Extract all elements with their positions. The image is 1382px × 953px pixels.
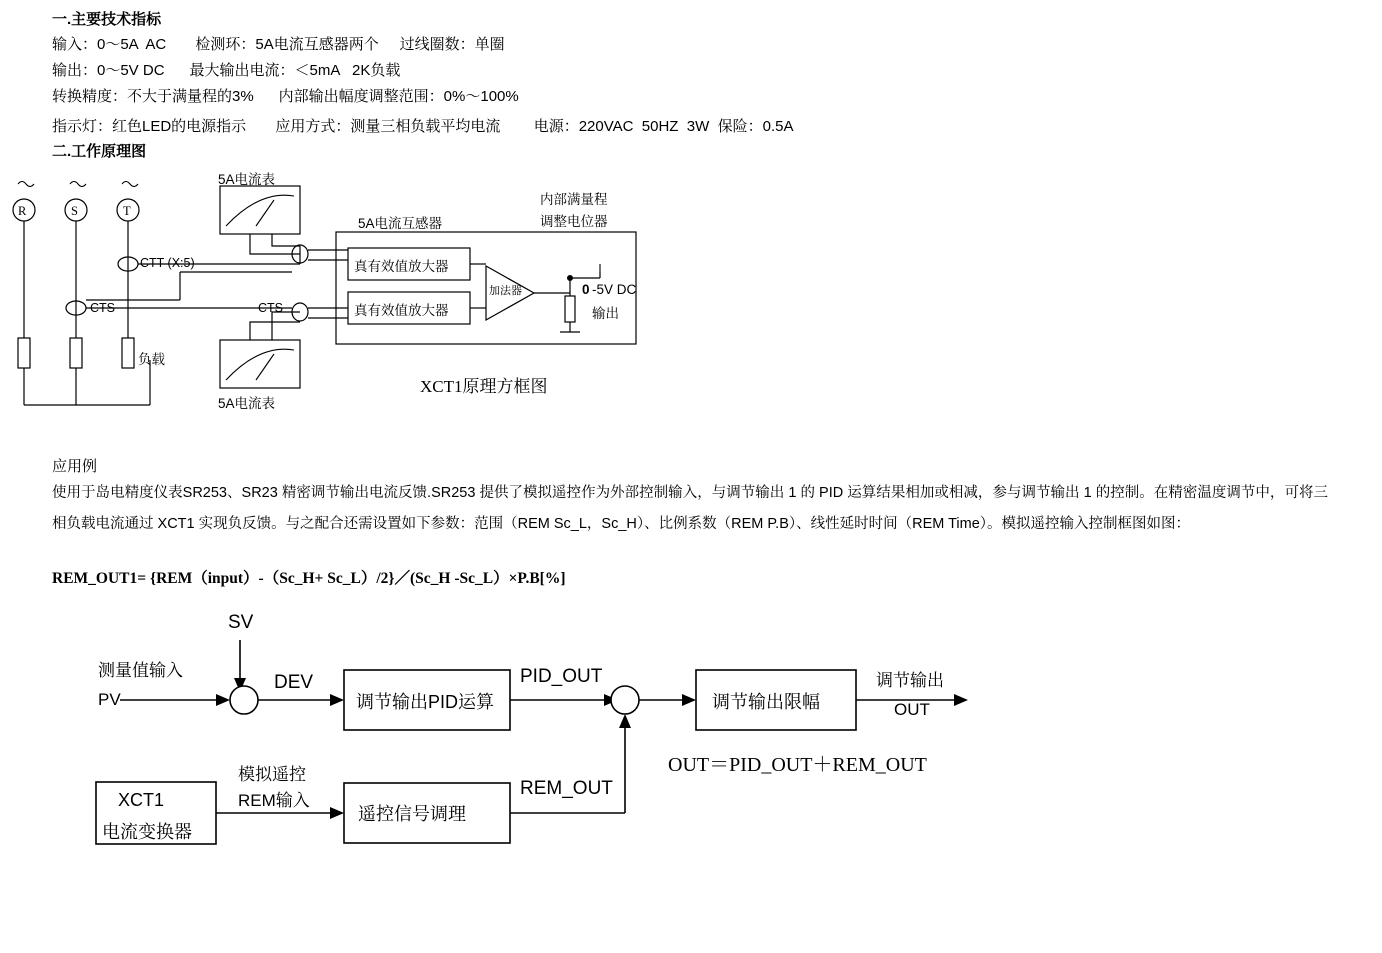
out-label-line2: OUT: [894, 700, 930, 719]
pv-label-line2: PV: [98, 690, 121, 709]
xct-block-line1: XCT1: [118, 790, 165, 810]
output-voltage-unit: -5V DC: [592, 282, 637, 297]
principle-diagram: [0, 160, 760, 420]
pid-block-label: 调节输出PID运算: [356, 692, 495, 712]
meter-bottom-label: 5A电流表: [218, 396, 276, 411]
pv-label-line1: 测量值输入: [98, 661, 183, 680]
amp2-label: 真有效值放大器: [354, 303, 449, 318]
sum-equation: OUT＝PID_OUT＋REM_OUT: [668, 754, 927, 776]
pid-out-label: PID_OUT: [520, 666, 603, 687]
pot-label-line1: 内部满量程: [540, 192, 608, 207]
control-block-diagram: [0, 600, 1000, 890]
phase-label-s: S: [71, 204, 78, 218]
meter-top-label: 5A电流表: [218, 172, 276, 187]
rem-block-label: 遥控信号调理: [358, 804, 466, 824]
pot-label-line2: 调整电位器: [540, 214, 608, 229]
application-paragraph: 使用于岛电精度仪表SR253、SR23 精密调节输出电流反馈.SR253 提供了模拟遥控作为外部控制输入，与调节输出 1 的 PID 运算结果相加或相减，参与调节输出 1 的控制。在精密温度调节中，可将三相负载电流通过 XCT1 实现负反馈。与之配合还需设置如下参数：范围（REM Sc_L，Sc_H）、比例系数（REM P.B）、线性延时时间（REM Time）。模拟遥控输入控制框图如图：: [52, 485, 1328, 532]
output-label: 输出: [592, 306, 619, 321]
dev-label: DEV: [274, 672, 314, 693]
load-label: 负载: [138, 352, 165, 367]
amp1-label: 真有效值放大器: [354, 259, 449, 274]
spec-line-3: 转换精度：不大于满量程的3% 内部输出幅度调整范围：0%～100%: [52, 88, 519, 105]
cts-right-label: CTS: [258, 301, 283, 315]
out-label-line1: 调节输出: [876, 671, 944, 690]
application-heading: 应用例: [52, 458, 98, 475]
application-formula: REM_OUT1= {REM（input）-（Sc_H+ Sc_L）/2}／(Sc_H -Sc_L）×P.B[%]: [52, 570, 566, 587]
limit-block-label: 调节输出限幅: [712, 692, 820, 712]
adder-label: 加法器: [489, 285, 522, 297]
diagram1-caption: XCT1原理方框图: [420, 377, 548, 396]
xct-block-line2: 电流变换器: [102, 822, 192, 842]
sv-label: SV: [228, 612, 254, 633]
phase-label-r: R: [18, 204, 27, 218]
ct-box-title: 5A电流互感器: [358, 216, 443, 231]
spec-line-1: 输入：0～5A AC 检测环：5A电流互感器两个 过线圈数：单圈: [52, 36, 505, 53]
output-voltage-value: 0: [582, 282, 590, 297]
phase-label-t: T: [123, 204, 131, 218]
ctt-label: CTT (X:5): [140, 256, 195, 270]
spec-line-4: 指示灯：红色LED的电源指示 应用方式：测量三相负载平均电流 电源：220VAC 50HZ 3W 保险：0.5A: [52, 118, 794, 135]
rem-input-line2: REM输入: [238, 791, 310, 810]
spec-line-2: 输出：0～5V DC 最大输出电流：＜5mA 2K负载: [52, 62, 401, 79]
principle-heading: 二.工作原理图: [52, 143, 147, 160]
spec-heading: 一.主要技术指标: [52, 11, 162, 28]
rem-input-line1: 模拟遥控: [238, 765, 306, 784]
cts-left-label: CTS: [90, 301, 115, 315]
rem-out-label: REM_OUT: [520, 778, 613, 799]
